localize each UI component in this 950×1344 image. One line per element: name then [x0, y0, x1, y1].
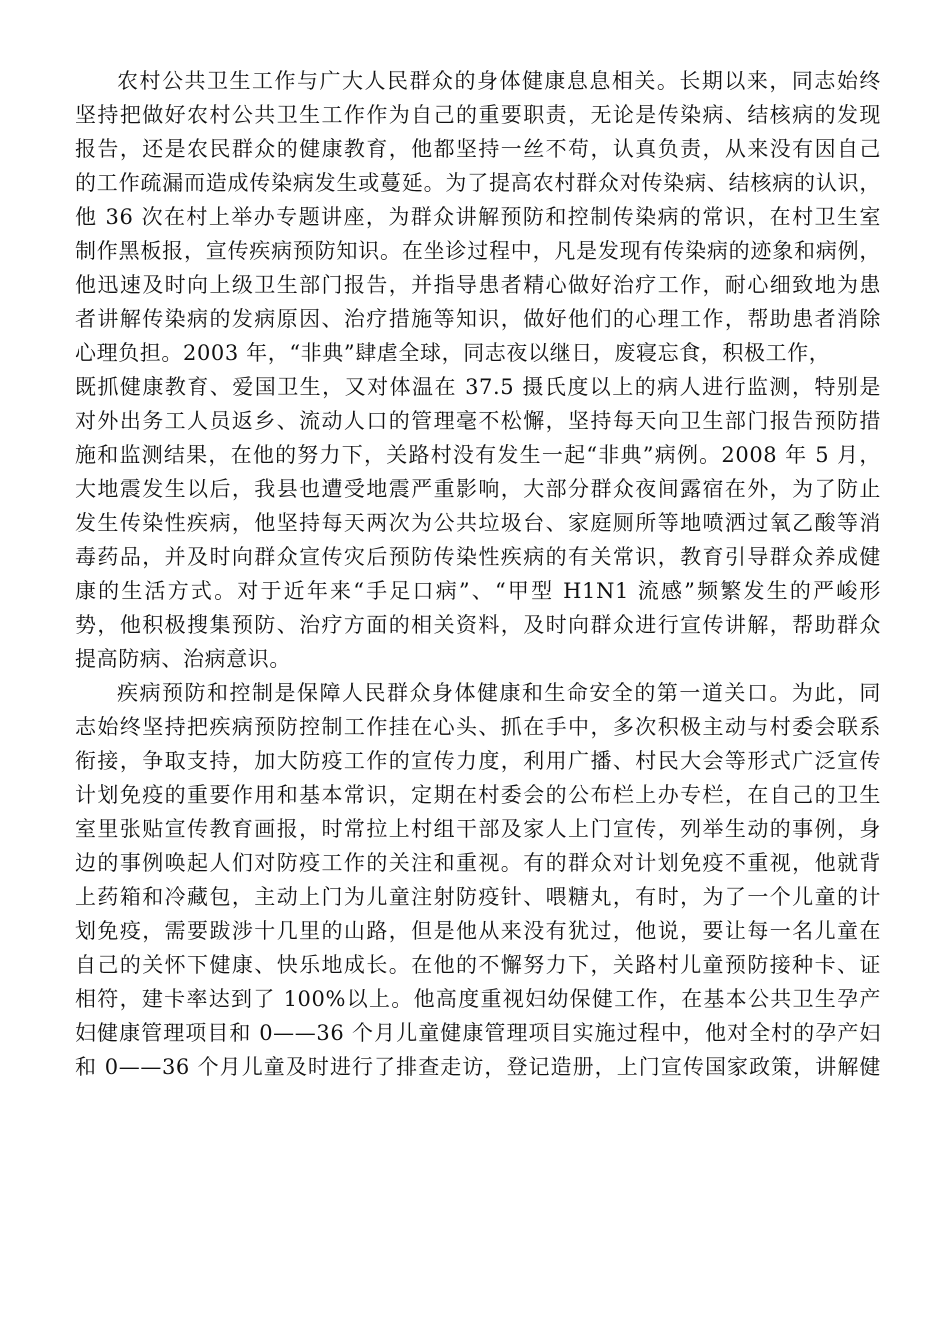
text-line: 和 0——36 个月儿童及时进行了排查走访，登记造册，上门宣传国家政策，讲解健: [75, 1055, 881, 1079]
text-line: 心理负担。2003 年，“非典”肆虐全球，同志夜以继日，废寝忘食，积极工作，: [75, 341, 831, 365]
text-line: 施和监测结果，在他的努力下，关路村没有发生一起“非典”病例。2008 年 5 月，: [75, 443, 881, 467]
text-line: 者讲解传染病的发病原因、治疗措施等知识，做好他们的心理工作，帮助患者消除: [75, 307, 881, 331]
text-line: 他 36 次在村上举办专题讲座，为群众讲解预防和控制传染病的常识，在村卫生室: [75, 205, 881, 229]
text-line: 农村公共卫生工作与广大人民群众的身体健康息息相关。长期以来，同志始终: [117, 69, 881, 93]
paragraph-1: [75, 64, 881, 676]
text-line: 康的生活方式。对于近年来“手足口病”、“甲型 H1N1 流感”频繁发生的严峻形: [75, 579, 881, 603]
text-line: 提高防病、治病意识。: [75, 647, 291, 671]
text-line: 大地震发生以后，我县也遭受地震严重影响，大部分群众夜间露宿在外，为了防止: [75, 477, 881, 501]
text-line: 室里张贴宣传教育画报，时常拉上村组干部及家人上门宣传，列举生动的事例，身: [75, 817, 881, 841]
text-line: 他迅速及时向上级卫生部门报告，并指导患者精心做好治疗工作，耐心细致地为患: [75, 273, 881, 297]
text-line: 对外出务工人员返乡、流动人口的管理毫不松懈，坚持每天向卫生部门报告预防措: [75, 409, 881, 433]
text-line: 发生传染性疾病，他坚持每天两次为公共垃圾台、家庭厕所等地喷洒过氧乙酸等消: [75, 511, 881, 535]
text-line: 上药箱和冷藏包，主动上门为儿童注射防疫针、喂糖丸，有时，为了一个儿童的计: [75, 885, 881, 909]
text-line: 衔接，争取支持，加大防疫工作的宣传力度，利用广播、村民大会等形式广泛宣传: [75, 749, 881, 773]
text-line: 自己的关怀下健康、快乐地成长。在他的不懈努力下，关路村儿童预防接种卡、证: [75, 953, 881, 977]
text-line: 划免疫，需要跋涉十几里的山路，但是他从来没有犹过，他说，要让每一名儿童在: [75, 919, 881, 943]
text-line: 疾病预防和控制是保障人民群众身体健康和生命安全的第一道关口。为此，同: [117, 681, 881, 705]
text-line: 坚持把做好农村公共卫生工作作为自己的重要职责，无论是传染病、结核病的发现: [75, 103, 881, 127]
text-line: 相符，建卡率达到了 100%以上。他高度重视妇幼保健工作，在基本公共卫生孕产: [75, 987, 881, 1011]
text-line: 计划免疫的重要作用和基本常识，定期在村委会的公布栏上办专栏，在自己的卫生: [75, 783, 881, 807]
text-line: 既抓健康教育、爱国卫生，又对体温在 37.5 摄氏度以上的病人进行监测，特别是: [75, 375, 881, 399]
text-line: 报告，还是农民群众的健康教育，他都坚持一丝不苟，认真负责，从来没有因自己: [75, 137, 881, 161]
text-line: 制作黑板报，宣传疾病预防知识。在坐诊过程中，凡是发现有传染病的迹象和病例，: [75, 239, 881, 263]
document-body: [75, 64, 881, 1084]
text-line: 边的事例唤起人们对防疫工作的关注和重视。有的群众对计划免疫不重视，他就背: [75, 851, 881, 875]
text-line: 毒药品，并及时向群众宣传灾后预防传染性疾病的有关常识，教育引导群众养成健: [75, 545, 881, 569]
text-line: 妇健康管理项目和 0——36 个月儿童健康管理项目实施过程中，他对全村的孕产妇: [75, 1021, 881, 1045]
text-line: 的工作疏漏而造成传染病发生或蔓延。为了提高农村群众对传染病、结核病的认识，: [75, 171, 881, 195]
text-line: 志始终坚持把疾病预防控制工作挂在心头、抓在手中，多次积极主动与村委会联系: [75, 715, 881, 739]
paragraph-2: [75, 676, 881, 1084]
text-line: 势，他积极搜集预防、治疗方面的相关资料，及时向群众进行宣传讲解，帮助群众: [75, 613, 881, 637]
